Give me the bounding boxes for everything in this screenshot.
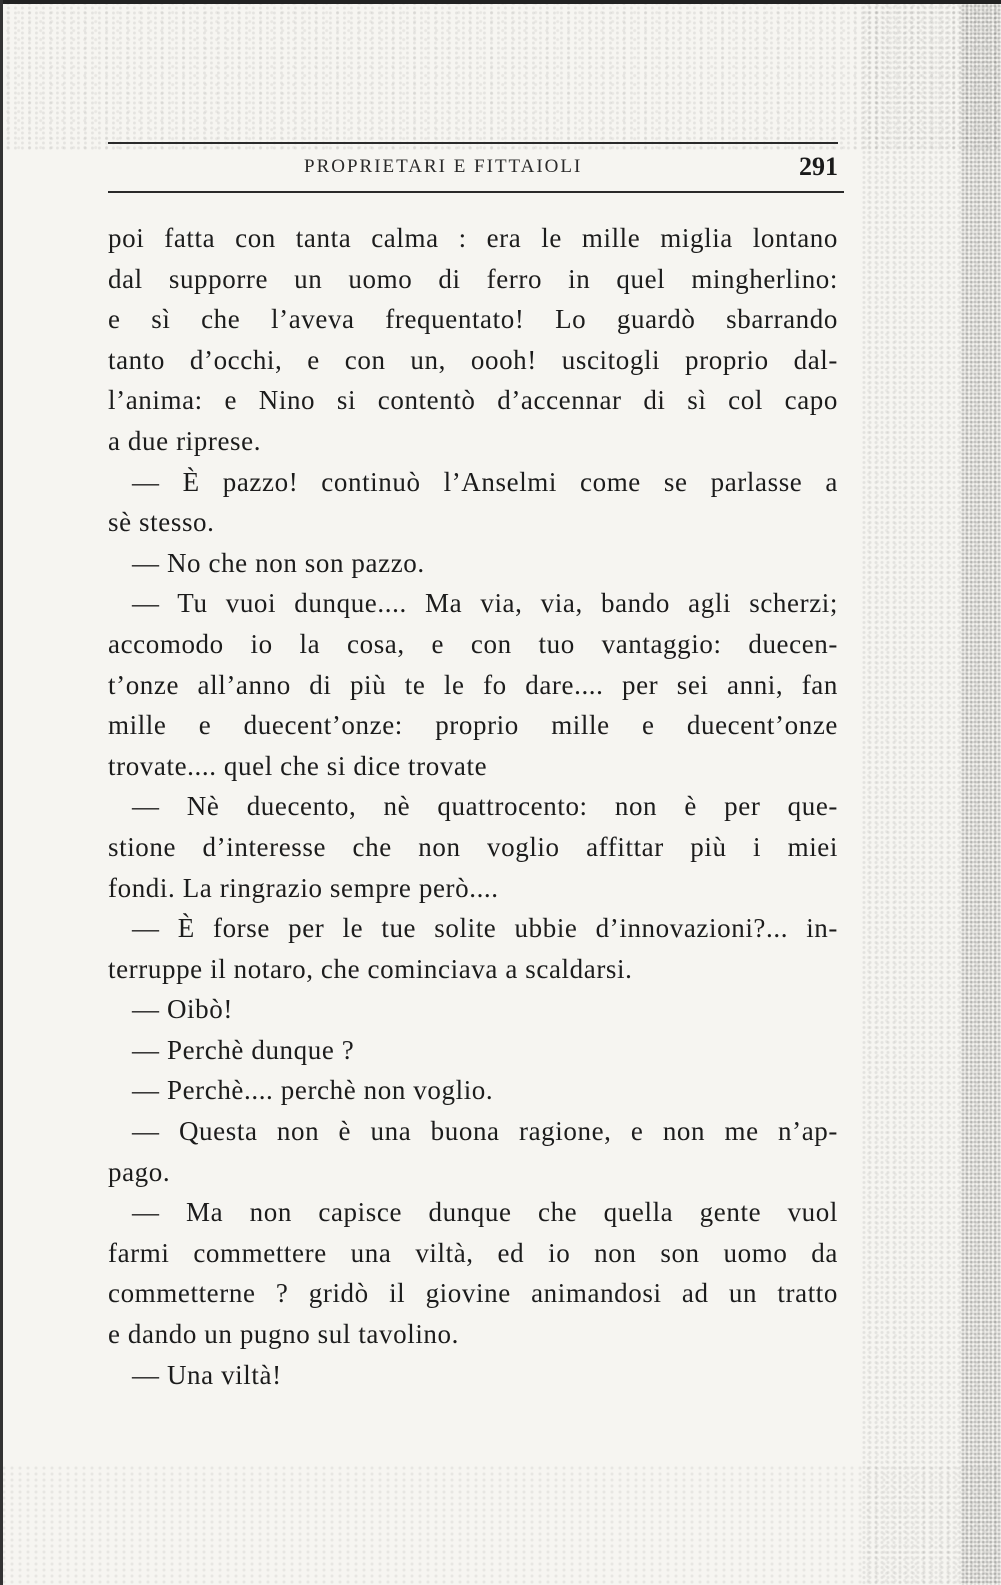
page-number: 291 <box>799 152 838 181</box>
text-line: accomodo io la cosa, e con tuo vantaggio: duecen- <box>108 628 838 659</box>
text-line: — Perchè.... perchè non voglio. <box>132 1075 494 1106</box>
text-line: tanto d’occhi, e con un, oooh! uscitogli proprio dal- <box>108 344 838 375</box>
header-rule-bottom <box>108 191 844 193</box>
body-text <box>108 218 838 1395</box>
text-line: stione d’interesse che non voglio affittar più i miei <box>108 831 838 862</box>
scan-noise-top <box>0 0 1001 150</box>
text-line: pago. <box>108 1156 171 1187</box>
text-line: t’onze all’anno di più te le fo dare.... per sei anni, fan <box>108 669 838 700</box>
text-line: poi fatta con tanta calma : era le mille miglia lontano <box>108 223 838 253</box>
text-line: fondi. La ringrazio sempre però.... <box>108 872 499 903</box>
text-line: e dando un pugno sul tavolino. <box>108 1319 459 1350</box>
text-line: a due riprese. <box>108 425 262 456</box>
text-line: farmi commettere una viltà, ed io non son uomo da <box>108 1237 838 1268</box>
text-line: — È pazzo! continuò l’Anselmi come se parlasse a <box>132 466 838 497</box>
text-line: l’anima: e Nino si contentò d’accennar di sì col capo <box>108 385 838 416</box>
page-edge-right <box>961 0 1001 1585</box>
text-line: trovate.... quel che si dice trovate <box>108 750 488 781</box>
text-line: — Questa non è una buona ragione, e non me n’ap- <box>132 1116 838 1147</box>
scan-border-top <box>0 0 1001 4</box>
scan-noise-bottom <box>0 1465 1001 1585</box>
text-line: commetterne ? gridò il giovine animandosi ad un tratto <box>108 1278 838 1309</box>
running-head: PROPRIETARI E FITTAIOLI <box>304 156 583 177</box>
text-line: — Perchè dunque ? <box>132 1034 355 1065</box>
text-line: — Oibò! <box>132 994 233 1025</box>
text-line: — Ma non capisce dunque che quella gente vuol <box>132 1197 838 1228</box>
text-line: — Nè duecento, nè quattrocento: non è per que- <box>132 791 838 822</box>
text-line: — Una viltà! <box>132 1359 282 1390</box>
text-line: — È forse per le tue solite ubbie d’innovazioni?... in- <box>132 913 838 944</box>
text-line: sè stesso. <box>108 507 215 538</box>
scan-border-left <box>0 0 3 1585</box>
text-line: mille e duecent’onze: proprio mille e duecent’onze <box>108 710 838 741</box>
text-line: dal supporre un uomo di ferro in quel mingherlino: <box>108 263 838 294</box>
page-header <box>108 150 838 186</box>
text-line: terruppe il notaro, che cominciava a scaldarsi. <box>108 953 633 984</box>
text-line: e sì che l’aveva frequentato! Lo guardò sbarrando <box>108 304 838 335</box>
text-line: — No che non son pazzo. <box>132 547 425 578</box>
header-rule-top <box>108 142 838 144</box>
text-line: — Tu vuoi dunque.... Ma via, via, bando agli scherzi; <box>132 588 838 619</box>
